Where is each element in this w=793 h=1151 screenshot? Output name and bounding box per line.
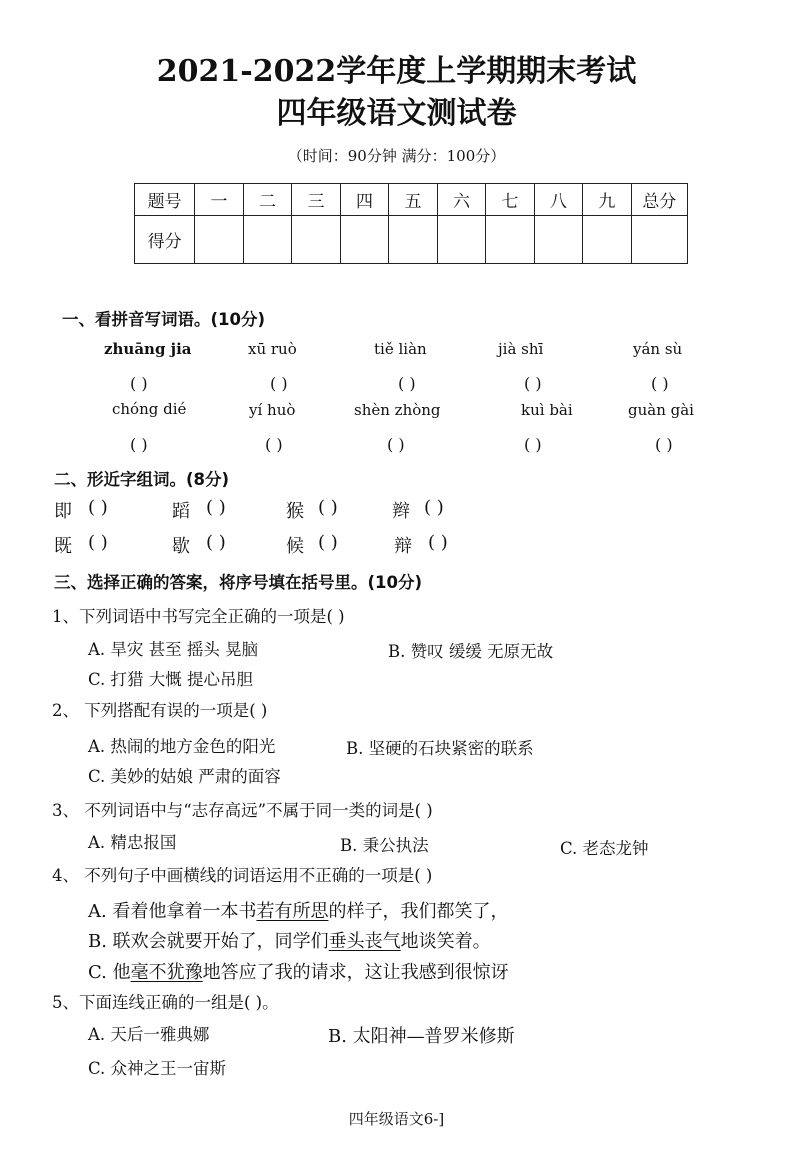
question-5-option-b[interactable]: B. 太阳神—普罗米修斯 (328, 1026, 515, 1047)
similar-char: 既 (54, 536, 72, 557)
answer-blank[interactable]: ( ) (387, 435, 405, 454)
similar-char: 辫 (392, 501, 410, 522)
answer-blank[interactable]: ( ) (524, 435, 542, 454)
question-5-option-c[interactable]: C. 众神之王一宙斯 (88, 1059, 227, 1078)
score-header-cell: 三 (292, 184, 340, 216)
score-input-cell[interactable] (195, 216, 243, 264)
question-3-option-c[interactable]: C. 老态龙钟 (560, 839, 649, 858)
question-1-stem: 1、下列词语中书写完全正确的一项是( ) (52, 607, 345, 626)
score-table-score-row (135, 216, 688, 264)
score-input-cell[interactable] (340, 216, 388, 264)
similar-char: 歇 (172, 536, 190, 557)
score-row-label: 得分 (135, 216, 195, 264)
score-header-cell: 六 (437, 184, 485, 216)
pinyin-item: zhuāng jia (104, 340, 192, 358)
question-3-stem: 3、 不列词语中与“志存高远”不属于同一类的词是( ) (52, 801, 433, 820)
exam-time-info: （时间：90分钟 满分：100分） (287, 147, 506, 165)
score-input-cell[interactable] (292, 216, 340, 264)
score-header-cell: 总分 (631, 184, 687, 216)
question-2-option-a[interactable]: A. 热闹的地方金色的阳光 (88, 737, 276, 756)
score-input-cell[interactable] (534, 216, 582, 264)
option-text: 地答应了我的请求，这让我感到很惊讶 (202, 962, 509, 983)
answer-blank[interactable]: ( ) (398, 374, 416, 393)
score-input-cell[interactable] (243, 216, 291, 264)
underlined-word: 若有所思 (256, 901, 329, 922)
question-2-stem: 2、 下列搭配有误的一项是( ) (52, 701, 268, 720)
score-table (134, 183, 688, 264)
question-4-option-a[interactable] (88, 897, 508, 923)
option-text: A. 看着他拿着一本书 (88, 901, 257, 922)
score-header-cell: 八 (534, 184, 582, 216)
option-text: 地谈笑着。 (400, 931, 491, 952)
score-header-cell: 二 (243, 184, 291, 216)
answer-blank[interactable]: ( ) (651, 374, 669, 393)
answer-blank[interactable]: ( ) (88, 497, 108, 518)
score-table-header-row (135, 184, 688, 216)
section3-heading: 三、选择正确的答案，将序号填在括号里。(10分) (54, 573, 423, 592)
score-header-cell: 五 (389, 184, 437, 216)
answer-blank[interactable]: ( ) (270, 374, 288, 393)
question-4-option-b[interactable] (88, 927, 491, 953)
question-4-option-c[interactable] (88, 958, 509, 984)
pinyin-item: chóng dié (112, 400, 187, 418)
question-1-option-b[interactable]: B. 赞叹 缓缓 无原无故 (388, 642, 554, 661)
pinyin-item: jià shī (498, 340, 544, 358)
score-header-cell: 一 (195, 184, 243, 216)
score-input-cell[interactable] (583, 216, 631, 264)
score-input-cell[interactable] (486, 216, 534, 264)
option-text: C. 他 (88, 962, 131, 983)
page-footer: 四年级语文6-] (348, 1110, 445, 1128)
answer-blank[interactable]: ( ) (428, 532, 448, 553)
question-3-option-a[interactable]: A. 精忠报国 (88, 833, 177, 852)
similar-char: 辩 (394, 536, 412, 557)
answer-blank[interactable]: ( ) (655, 435, 673, 454)
page-title: 2021-2022学年度上学期期末考试 (156, 54, 637, 89)
answer-blank[interactable]: ( ) (318, 532, 338, 553)
question-2-option-b[interactable]: B. 坚硬的石块紧密的联系 (346, 739, 534, 758)
option-text: B. 联欢会就要开始了，同学们 (88, 931, 329, 952)
pinyin-item: yán sù (633, 340, 683, 358)
section1-heading: 一、看拼音写词语。(10分) (62, 310, 266, 329)
answer-blank[interactable]: ( ) (206, 497, 226, 518)
question-3-option-b[interactable]: B. 秉公执法 (340, 836, 429, 855)
similar-char: 候 (286, 536, 304, 557)
page-subtitle-title: 四年级语文测试卷 (276, 96, 517, 131)
pinyin-item: guàn gài (628, 401, 694, 419)
answer-blank[interactable]: ( ) (88, 532, 108, 553)
pinyin-item: shèn zhòng (354, 401, 441, 419)
underlined-word: 垂头丧气 (328, 931, 401, 952)
answer-blank[interactable]: ( ) (318, 497, 338, 518)
question-5-stem: 5、下面连线正确的一组是( )。 (52, 993, 279, 1012)
similar-char: 猴 (286, 501, 304, 522)
answer-blank[interactable]: ( ) (265, 435, 283, 454)
score-header-cell: 题号 (135, 184, 195, 216)
similar-char: 即 (54, 501, 72, 522)
underlined-word: 毫不犹豫 (130, 962, 203, 983)
question-5-option-a[interactable]: A. 天后一雅典娜 (88, 1025, 210, 1044)
answer-blank[interactable]: ( ) (130, 435, 148, 454)
option-text: 的样子，我们都笑了， (328, 901, 509, 922)
question-1-option-c[interactable]: C. 打猎 大慨 提心吊胆 (88, 670, 254, 689)
score-input-cell[interactable] (631, 216, 687, 264)
score-header-cell: 四 (340, 184, 388, 216)
score-header-cell: 九 (583, 184, 631, 216)
section2-heading: 二、形近字组词。(8分) (54, 470, 230, 489)
pinyin-item: xū ruò (248, 340, 297, 358)
pinyin-item: tiě liàn (374, 340, 427, 358)
score-input-cell[interactable] (389, 216, 437, 264)
pinyin-item: kuì bài (521, 401, 573, 419)
similar-char: 蹈 (172, 501, 190, 522)
question-4-stem: 4、 不列句子中画横线的词语运用不正确的一项是( ) (52, 866, 433, 885)
answer-blank[interactable]: ( ) (524, 374, 542, 393)
score-header-cell: 七 (486, 184, 534, 216)
score-input-cell[interactable] (437, 216, 485, 264)
question-1-option-a[interactable]: A. 旱灾 甚至 摇头 晃脑 (88, 640, 259, 659)
answer-blank[interactable]: ( ) (130, 374, 148, 393)
question-2-option-c[interactable]: C. 美妙的姑娘 严肃的面容 (88, 767, 281, 786)
answer-blank[interactable]: ( ) (424, 497, 444, 518)
answer-blank[interactable]: ( ) (206, 532, 226, 553)
pinyin-item: yí huò (249, 401, 296, 419)
